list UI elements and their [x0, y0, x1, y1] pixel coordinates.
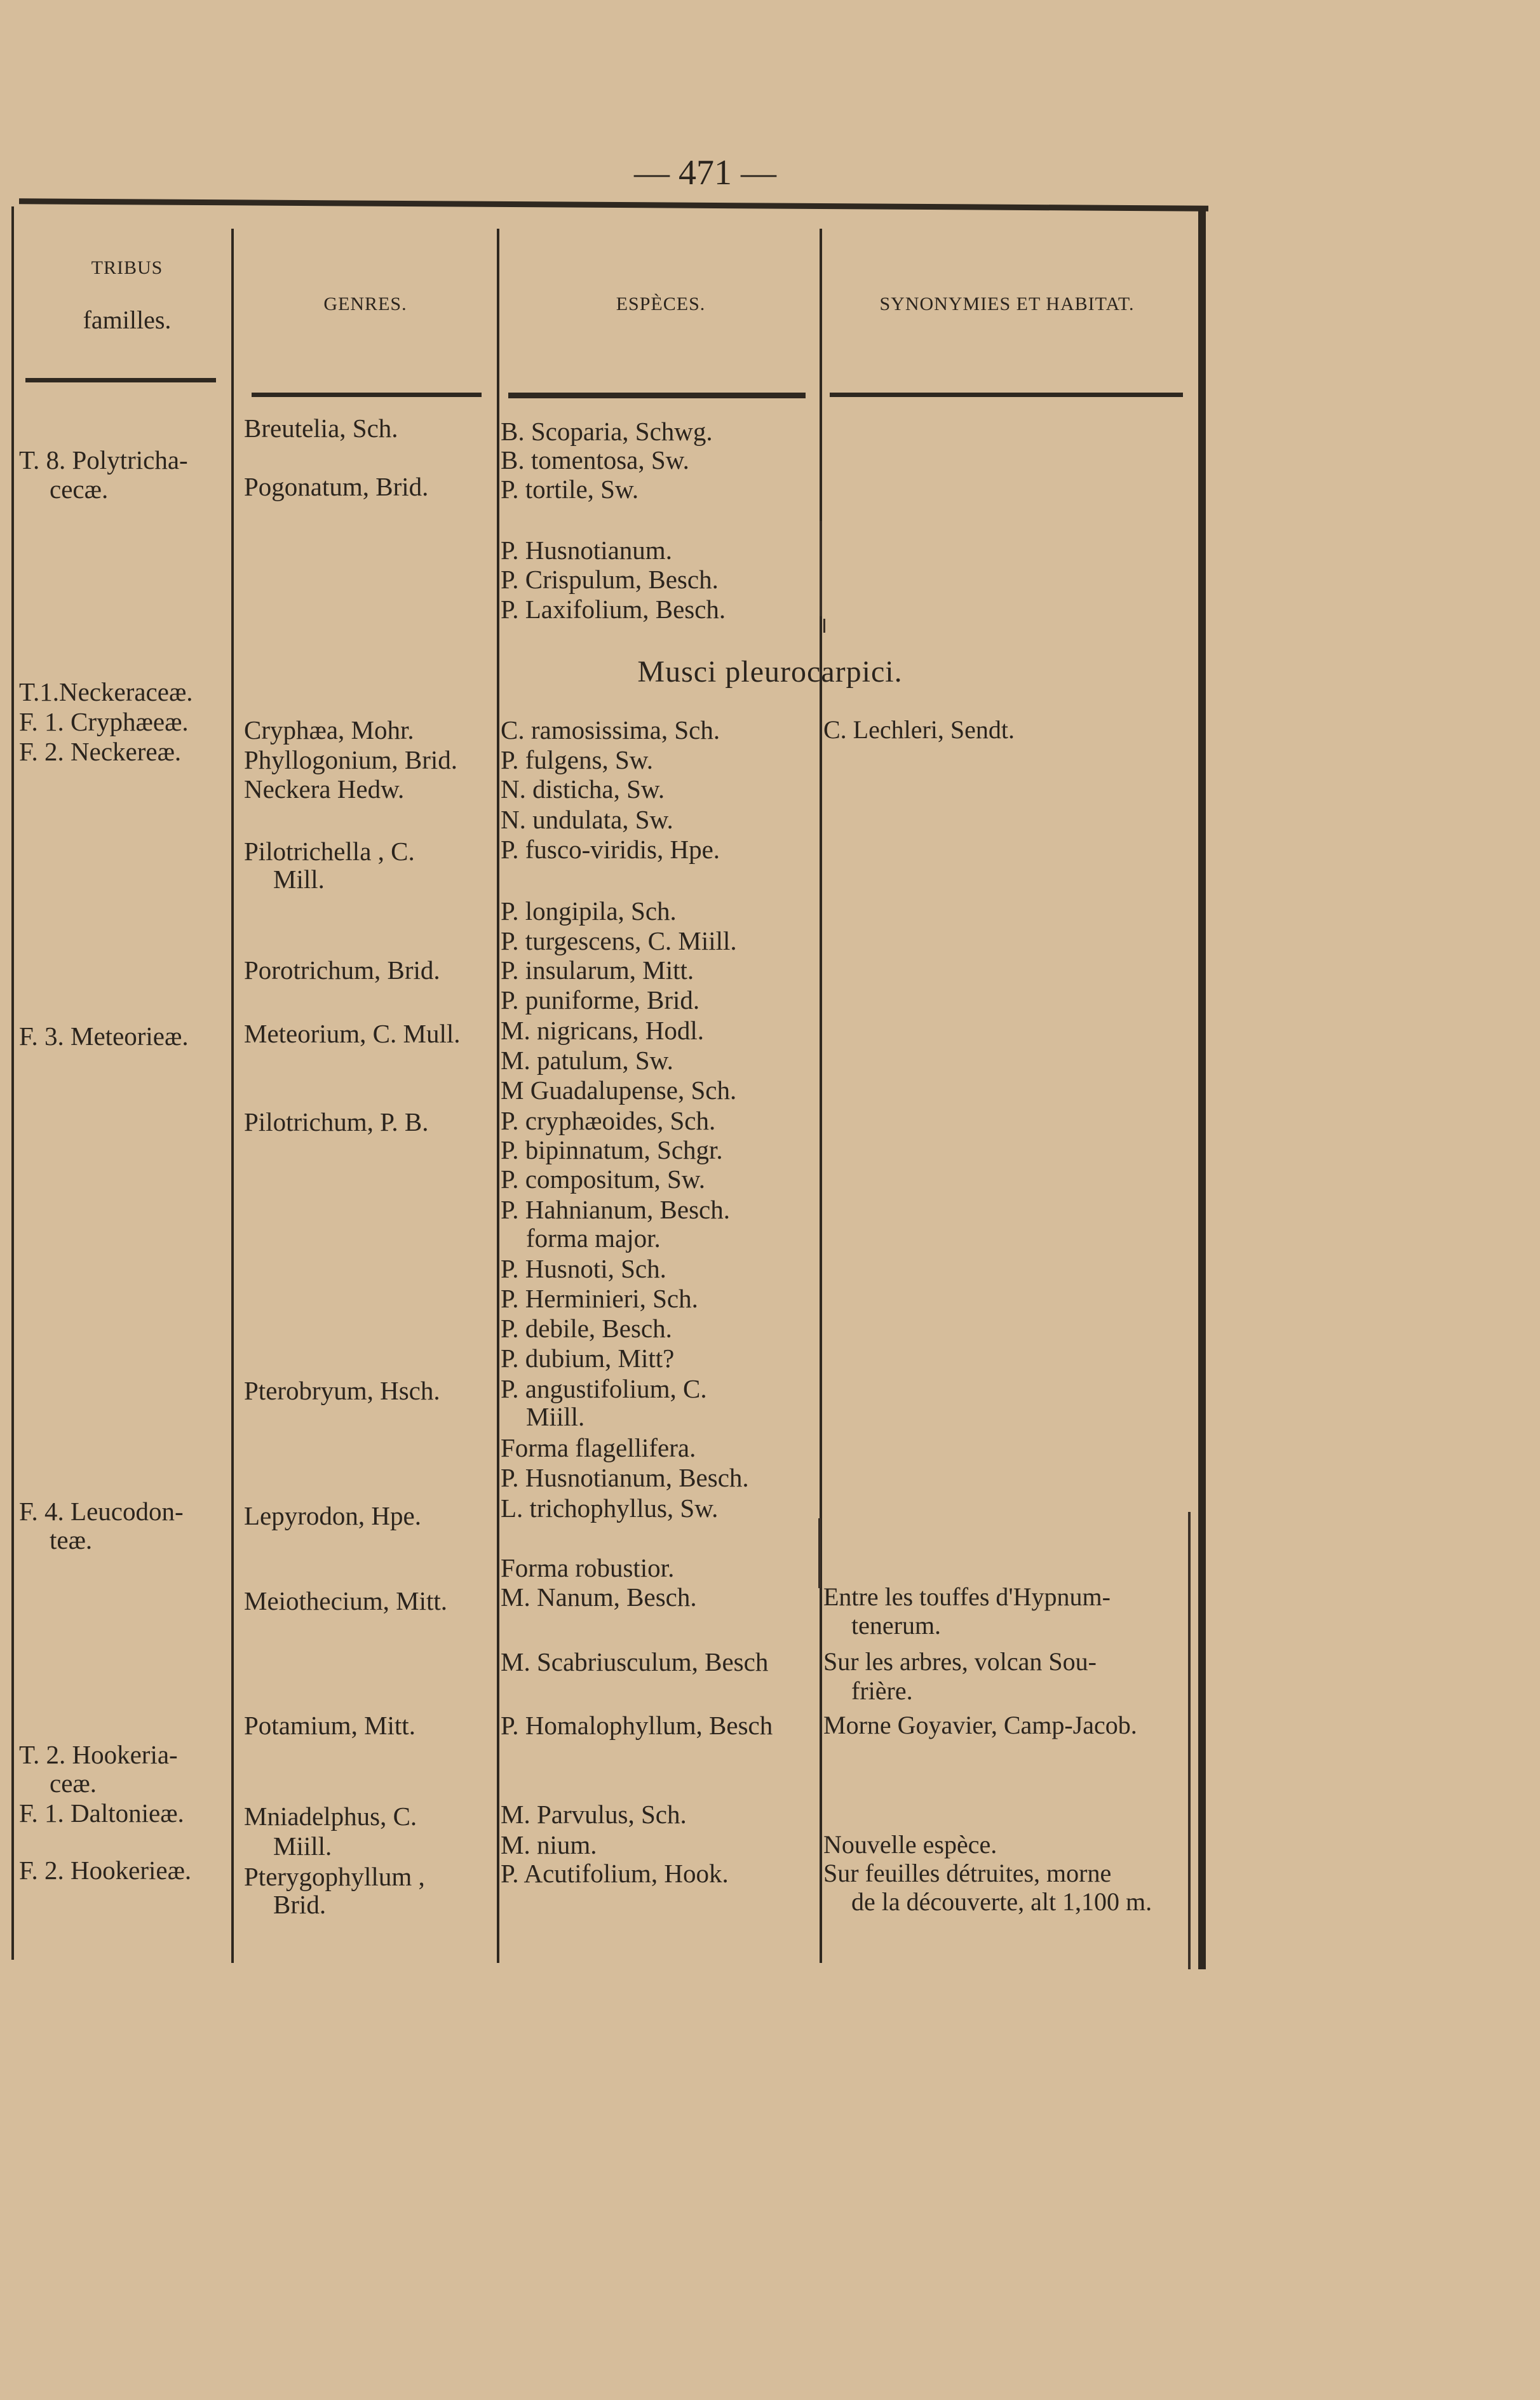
espece-cell: P. fulgens, Sw.	[501, 745, 653, 774]
espece-cell: P. dubium, Mitt?	[501, 1344, 675, 1373]
espece-cell: P. Acutifolium, Hook.	[501, 1859, 729, 1888]
genre-cell: Porotrichum, Brid.	[244, 955, 440, 985]
column-divider-3	[820, 229, 822, 1963]
genre-cell: Mill.	[273, 865, 325, 894]
header-rule-tribus	[25, 378, 216, 382]
genre-cell: Pilotrichum, P. B.	[244, 1107, 429, 1136]
genre-cell: Brid.	[273, 1890, 327, 1919]
genre-cell: Mniadelphus, C.	[244, 1802, 417, 1831]
page-number: — 471 —	[634, 153, 776, 192]
genre-cell: Pterygophyllum ,	[244, 1862, 425, 1891]
espece-cell: P. Crispulum, Besch.	[501, 565, 719, 594]
tribus-cell: F. 2. Neckereæ.	[19, 737, 182, 766]
header-rule-genres	[252, 393, 482, 397]
genre-cell: Miill.	[273, 1831, 332, 1861]
bracket-mark	[820, 521, 822, 616]
espece-cell: M. nigricans, Hodl.	[501, 1016, 704, 1045]
bracket-mark	[1188, 1512, 1191, 1969]
header-rule-synonymies	[830, 393, 1183, 397]
bracket-mark	[823, 619, 825, 633]
genre-cell: Neckera Hedw.	[244, 774, 405, 804]
espece-cell: M. Scabriusculum, Besch	[501, 1647, 769, 1676]
espece-cell: P. insularum, Mitt.	[501, 955, 694, 985]
tribus-cell: teæ.	[50, 1525, 93, 1554]
genre-cell: Lepyrodon, Hpe.	[244, 1501, 421, 1530]
tribus-cell: T.1.Neckeraceæ.	[19, 677, 193, 706]
table-right-border	[1198, 210, 1206, 1969]
genre-cell: Pilotrichella , C.	[244, 837, 415, 866]
genre-cell: Meteorium, C. Mull.	[244, 1019, 461, 1048]
espece-cell: N. disticha, Sw.	[501, 774, 665, 804]
genre-cell: Potamium, Mitt.	[244, 1711, 415, 1740]
tribus-cell: F. 2. Hookerieæ.	[19, 1856, 192, 1885]
espece-cell: N. undulata, Sw.	[501, 805, 673, 834]
espece-cell: P. Herminieri, Sch.	[501, 1284, 698, 1313]
synonymie-cell: Entre les touffes d'Hypnum-	[823, 1582, 1111, 1611]
synonymie-cell: tenerum.	[851, 1611, 942, 1640]
table-top-rule	[19, 198, 1208, 211]
espece-cell: M Guadalupense, Sch.	[501, 1075, 737, 1105]
tribus-cell: T. 8. Polytricha-	[19, 445, 188, 475]
tribus-cell: cecæ.	[50, 475, 109, 504]
espece-cell: P. debile, Besch.	[501, 1314, 672, 1343]
header-synonymies: SYNONYMIES ET HABITAT.	[879, 293, 1135, 314]
section-title: Musci pleurocarpici.	[637, 655, 903, 689]
espece-cell: P. angustifolium, C.	[501, 1374, 707, 1403]
genre-cell: Cryphæa, Mohr.	[244, 715, 414, 745]
tribus-cell: F. 1. Cryphæeæ.	[19, 707, 189, 736]
espece-cell: Miill.	[526, 1402, 585, 1431]
espece-cell: P. fusco-viridis, Hpe.	[501, 835, 720, 864]
espece-cell: P. Husnotianum.	[501, 536, 672, 565]
table-left-border	[11, 206, 14, 1960]
espece-cell: M. Nanum, Besch.	[501, 1582, 697, 1612]
espece-cell: P. Husnoti, Sch.	[501, 1254, 666, 1283]
espece-cell: Forma robustior.	[501, 1553, 675, 1582]
espece-cell: Forma flagellifera.	[501, 1433, 696, 1462]
tribus-cell: F. 1. Daltonieæ.	[19, 1798, 184, 1828]
espece-cell: P. Hahnianum, Besch.	[501, 1195, 730, 1224]
genre-cell: Pogonatum, Brid.	[244, 472, 429, 501]
column-divider-1	[231, 229, 234, 1963]
espece-cell: P. cryphæoides, Sch.	[501, 1106, 716, 1135]
tribus-cell: F. 4. Leucodon-	[19, 1497, 184, 1526]
bracket-mark	[818, 1518, 821, 1588]
genre-cell: Pterobryum, Hsch.	[244, 1376, 440, 1405]
header-especes: ESPÈCES.	[616, 293, 706, 314]
header-genres: GENRES.	[323, 293, 407, 314]
synonymie-cell: Sur les arbres, volcan Sou-	[823, 1647, 1097, 1676]
column-divider-2	[497, 229, 499, 1963]
espece-cell: P. Laxifolium, Besch.	[501, 595, 726, 624]
espece-cell: B. Scoparia, Schwg.	[501, 417, 713, 446]
synonymie-cell: Nouvelle espèce.	[823, 1830, 997, 1859]
synonymie-cell: de la découverte, alt 1,100 m.	[851, 1887, 1152, 1916]
espece-cell: forma major.	[526, 1224, 661, 1253]
genre-cell: Meiothecium, Mitt.	[244, 1586, 447, 1615]
espece-cell: P. Husnotianum, Besch.	[501, 1463, 749, 1492]
tribus-cell: T. 2. Hookeria-	[19, 1740, 178, 1769]
espece-cell: P. compositum, Sw.	[501, 1164, 705, 1194]
header-familles: familles.	[83, 306, 172, 334]
genre-cell: Phyllogonium, Brid.	[244, 745, 458, 774]
espece-cell: P. Homalophyllum, Besch	[501, 1711, 773, 1740]
header-rule-especes	[508, 393, 806, 398]
espece-cell: M. nium.	[501, 1830, 597, 1859]
tribus-cell: ceæ.	[50, 1769, 97, 1798]
tribus-cell: F. 3. Meteorieæ.	[19, 1021, 189, 1051]
synonymie-cell: C. Lechleri, Sendt.	[823, 715, 1015, 744]
genre-cell: Breutelia, Sch.	[244, 414, 398, 443]
synonymie-cell: Sur feuilles détruites, morne	[823, 1859, 1112, 1887]
espece-cell: P. puniforme, Brid.	[501, 985, 700, 1015]
synonymie-cell: frière.	[851, 1676, 913, 1705]
synonymie-cell: Morne Goyavier, Camp-Jacob.	[823, 1711, 1137, 1739]
espece-cell: B. tomentosa, Sw.	[501, 445, 689, 475]
espece-cell: P. turgescens, C. Miill.	[501, 926, 737, 955]
header-tribus: TRIBUS	[91, 257, 163, 278]
espece-cell: M. patulum, Sw.	[501, 1046, 673, 1075]
espece-cell: P. tortile, Sw.	[501, 475, 639, 504]
espece-cell: P. longipila, Sch.	[501, 896, 677, 926]
espece-cell: C. ramosissima, Sch.	[501, 715, 720, 745]
espece-cell: M. Parvulus, Sch.	[501, 1800, 687, 1829]
espece-cell: L. trichophyllus, Sw.	[501, 1493, 719, 1523]
espece-cell: P. bipinnatum, Schgr.	[501, 1135, 723, 1164]
